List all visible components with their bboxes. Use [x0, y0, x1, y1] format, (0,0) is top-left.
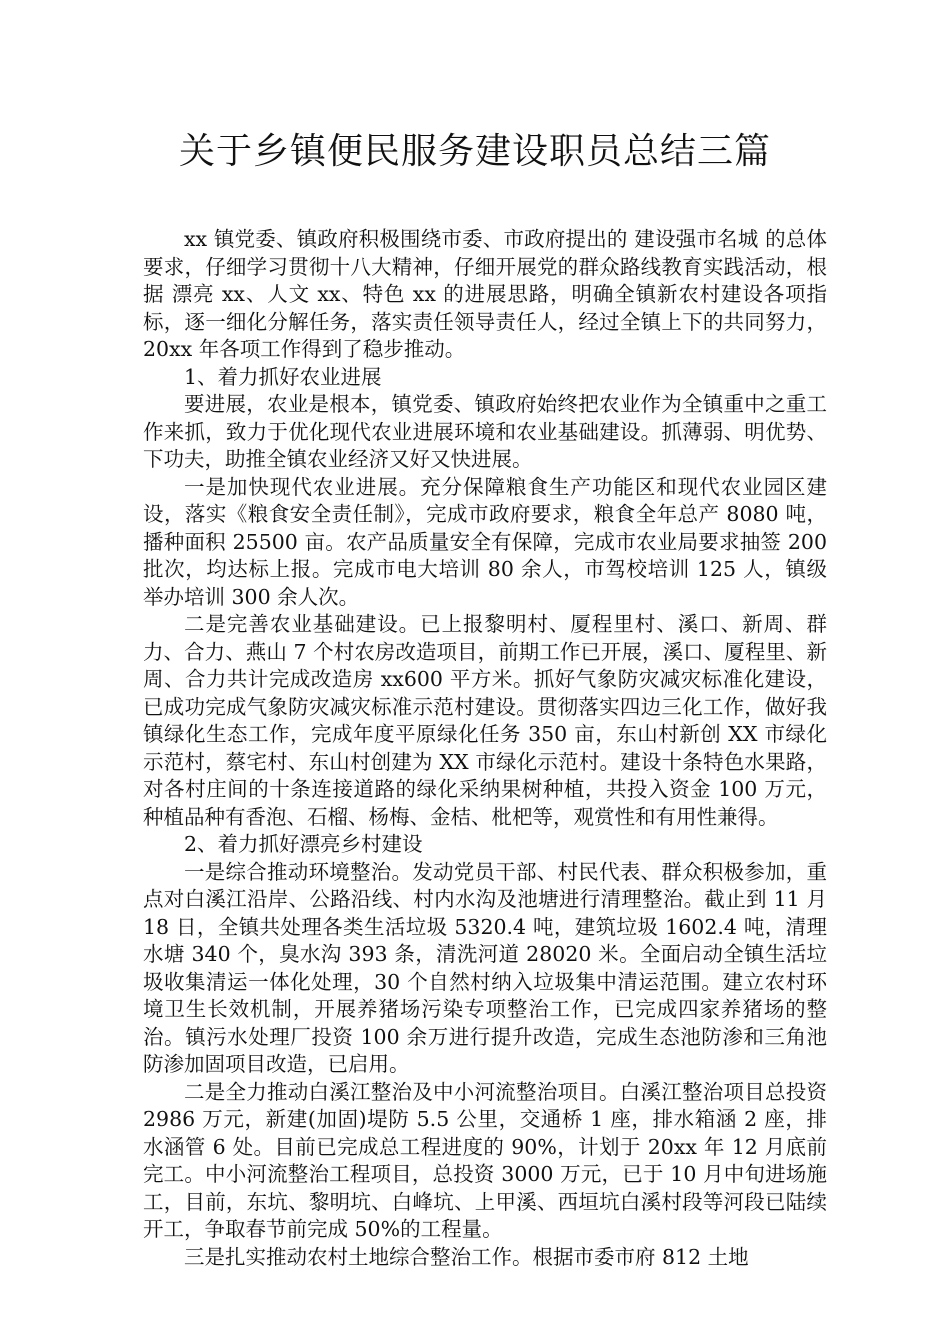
- section-heading-agriculture: 1、着力抓好农业进展: [184, 364, 382, 389]
- paragraph-modern-agriculture: 一是加快现代农业进展。充分保障粮食生产功能区和现代农业园区建设，落实《粮食安全责任制》，完成市政府要求，粮食全年总产 8080 吨，播种面积 25500 亩。农产品质量安全有保障，完成市农业局要求抽签 200 批次，均达标上报。完成市电大培训 80 余人，市驾校培训 125 人，镇级举办培训 300 余人次。: [143, 474, 827, 609]
- paragraph-agriculture-overview: 要进展，农业是根本，镇党委、镇政府始终把农业作为全镇重中之重工作来抓，致力于优化现代农业进展环境和农业基础建设。抓薄弱、明优势、下功夫，助推全镇农业经济又好又快进展。: [143, 392, 827, 471]
- document-body: [143, 226, 827, 1271]
- paragraph-intro: xx 镇党委、镇政府积极围绕市委、市政府提出的 建设强市名城 的总体要求，仔细学习贯彻十八大精神，仔细开展党的群众路线教育实践活动，根据 漂亮 xx、人文 xx、特色 xx 的进展思路，明确全镇新农村建设各项指标，逐一细化分解任务，落实责任领导责任人，经过全镇上下的共同努力，20xx 年各项工作得到了稳步推动。: [143, 227, 827, 361]
- paragraph-land-consolidation: 三是扎实推动农村土地综合整治工作。根据市委市府 812 土地: [184, 1244, 749, 1269]
- document-title: 关于乡镇便民服务建设职员总结三篇: [178, 131, 771, 172]
- paragraph-agri-infrastructure: 二是完善农业基础建设。已上报黎明村、厦程里村、溪口、新周、群力、合力、燕山 7 个村农房改造项目，前期工作已开展，溪口、厦程里、新周、合力共计完成改造房 xx600 平方米。抓好气象防灾减灾标准化建设，已成功完成气象防灾减灾标准示范村建设。贯彻落实四边三化工作，做好我镇绿化生态工作，完成年度平原绿化任务 350 亩，东山村新创 XX 市绿化示范村，蔡宅村、东山村创建为 XX 市绿化示范村。建设十条特色水果路，对各村庄间的十条连接道路的绿化采纳果树种植，共投入资金 100 万元，种植品种有香泡、石榴、杨梅、金桔、枇杷等，观赏性和有用性兼得。: [143, 612, 827, 829]
- paragraph-environment-rectification: 一是综合推动环境整治。发动党员干部、村民代表、群众积极参加，重点对白溪江沿岸、公路沿线、村内水沟及池塘进行清理整治。截止到 11 月 18 日，全镇共处理各类生活垃圾 5320.4 吨，建筑垃圾 1602.4 吨，清理水塘 340 个，臭水沟 393 条，清洗河道 28020 米。全面启动全镇生活垃圾收集清运一体化处理，30 个自然村纳入垃圾集中清运范围。建立农村环境卫生长效机制，开展养猪场污染专项整治工作，已完成四家养猪场的整治。镇污水处理厂投资 100 余万进行提升改造，完成生态池防渗和三角池防渗加固项目改造，已启用。: [143, 859, 827, 1076]
- section-heading-rural-construction: 2、着力抓好漂亮乡村建设: [184, 832, 423, 856]
- paragraph-river-rectification: 二是全力推动白溪江整治及中小河流整治项目。白溪江整治项目总投资 2986 万元，新建(加固)堤防 5.5 公里，交通桥 1 座，排水箱涵 2 座，排水涵管 6 处。目前已完成总工程进度的 90%，计划于 20xx 年 12 月底前完工。中小河流整治工程项目，总投资 3000 万元，已于 10 月中旬进场施工，目前，东坑、黎明坑、白峰坑、上甲溪、西垣坑白溪村段等河段已陆续开工，争取春节前完成 50%的工程量。: [143, 1079, 827, 1241]
